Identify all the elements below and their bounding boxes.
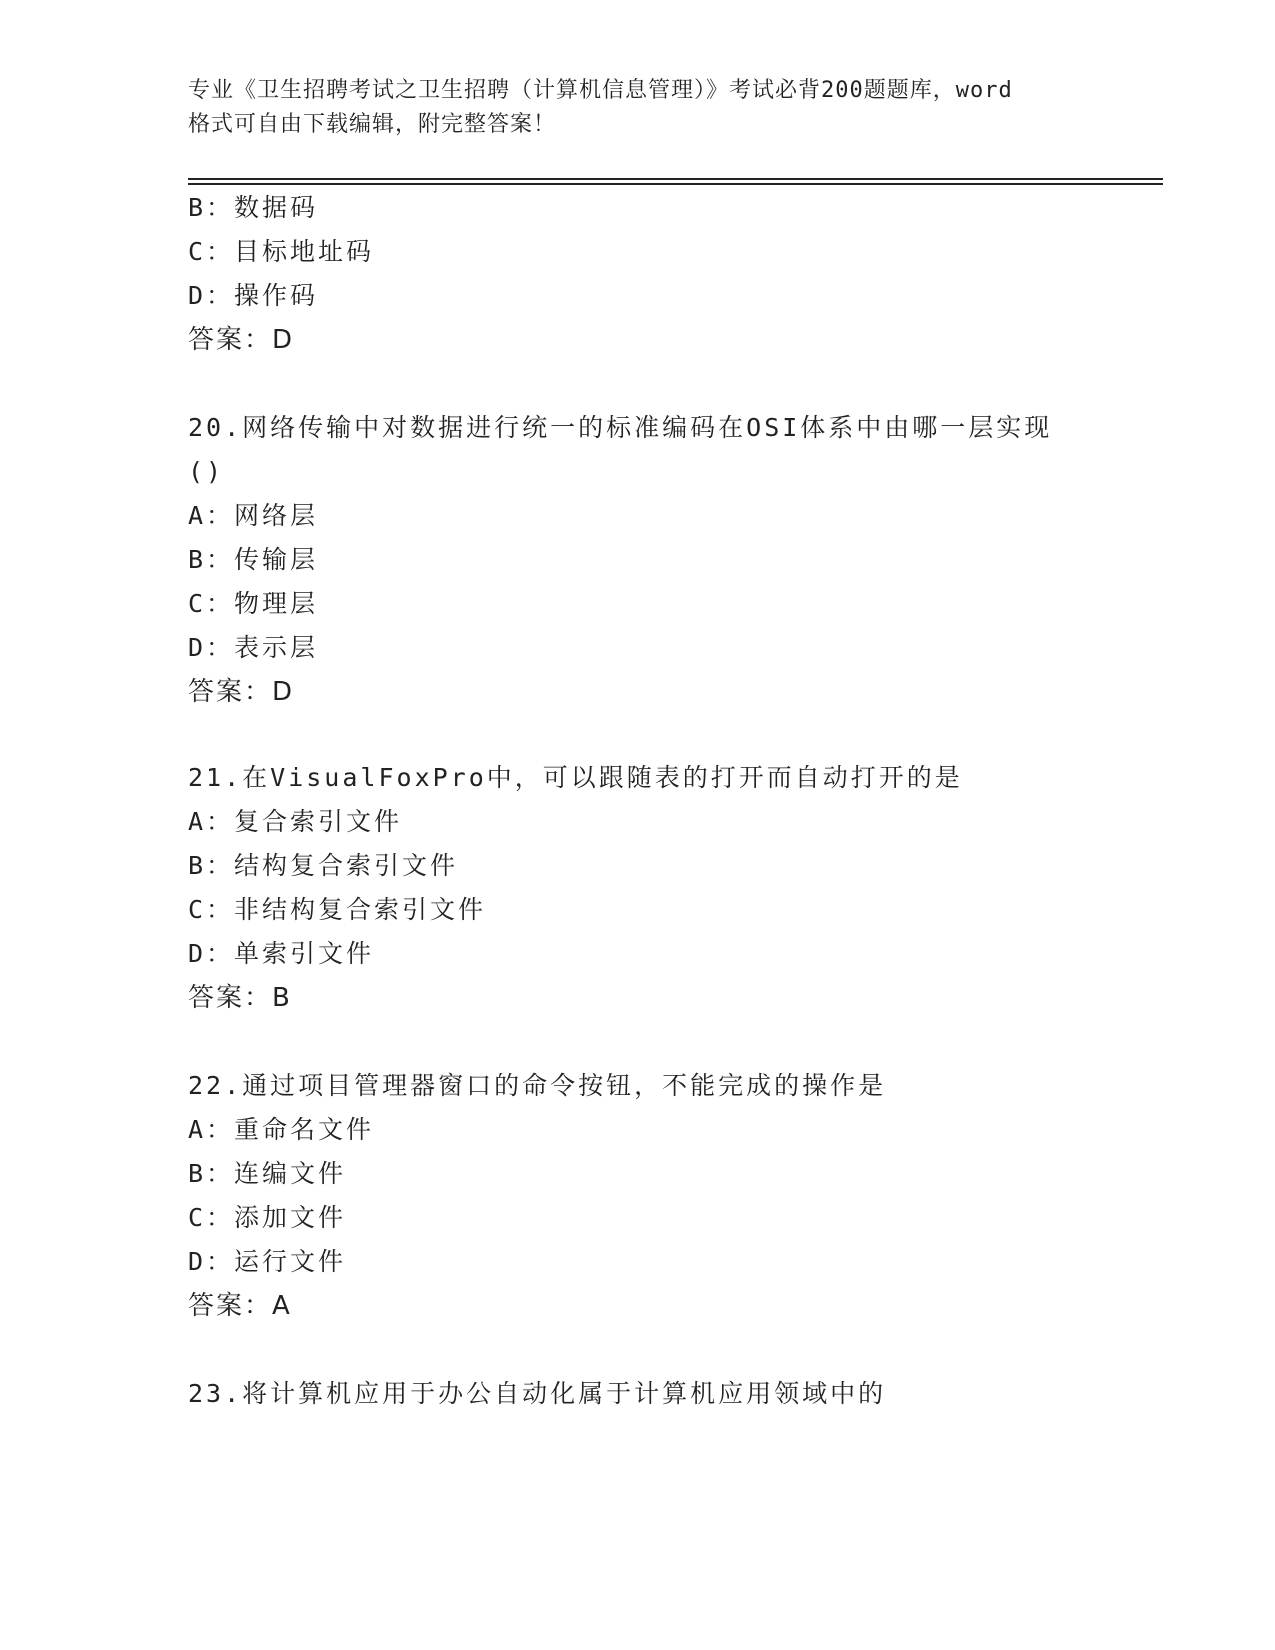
answer-line: 答案：D bbox=[188, 677, 295, 707]
question-stem-cont: () bbox=[188, 457, 225, 486]
option-d: D：操作码 bbox=[188, 281, 319, 310]
answer-line: 答案：B bbox=[188, 983, 292, 1013]
option-b: B：结构复合索引文件 bbox=[188, 851, 459, 880]
option-d: D：单索引文件 bbox=[188, 939, 375, 968]
option-c: C：物理层 bbox=[188, 589, 319, 618]
header-rule-top bbox=[188, 178, 1163, 180]
answer-line: 答案：D bbox=[188, 325, 295, 355]
header-rule-bottom bbox=[188, 183, 1163, 185]
header-line-1: 专业《卫生招聘考试之卫生招聘（计算机信息管理）》考试必背200题题库，word bbox=[188, 78, 1013, 103]
question-stem: 21.在VisualFoxPro中，可以跟随表的打开而自动打开的是 bbox=[188, 763, 963, 792]
question-stem: 22.通过项目管理器窗口的命令按钮，不能完成的操作是 bbox=[188, 1071, 887, 1100]
option-c: C：添加文件 bbox=[188, 1203, 347, 1232]
option-a: A：网络层 bbox=[188, 501, 319, 530]
header-line-2: 格式可自由下载编辑，附完整答案！ bbox=[188, 112, 557, 137]
answer-line: 答案：A bbox=[188, 1291, 292, 1321]
option-c: C：非结构复合索引文件 bbox=[188, 895, 487, 924]
question-stem: 20.网络传输中对数据进行统一的标准编码在OSI体系中由哪一层实现 bbox=[188, 413, 1053, 442]
option-a: A：复合索引文件 bbox=[188, 807, 403, 836]
option-a: A：重命名文件 bbox=[188, 1115, 375, 1144]
option-c: C：目标地址码 bbox=[188, 237, 375, 266]
option-d: D：表示层 bbox=[188, 633, 319, 662]
option-b: B：连编文件 bbox=[188, 1159, 347, 1188]
document-header bbox=[188, 74, 1088, 142]
option-b: B：数据码 bbox=[188, 193, 319, 222]
option-d: D：运行文件 bbox=[188, 1247, 347, 1276]
question-stem: 23.将计算机应用于办公自动化属于计算机应用领域中的 bbox=[188, 1379, 887, 1408]
option-b: B：传输层 bbox=[188, 545, 319, 574]
